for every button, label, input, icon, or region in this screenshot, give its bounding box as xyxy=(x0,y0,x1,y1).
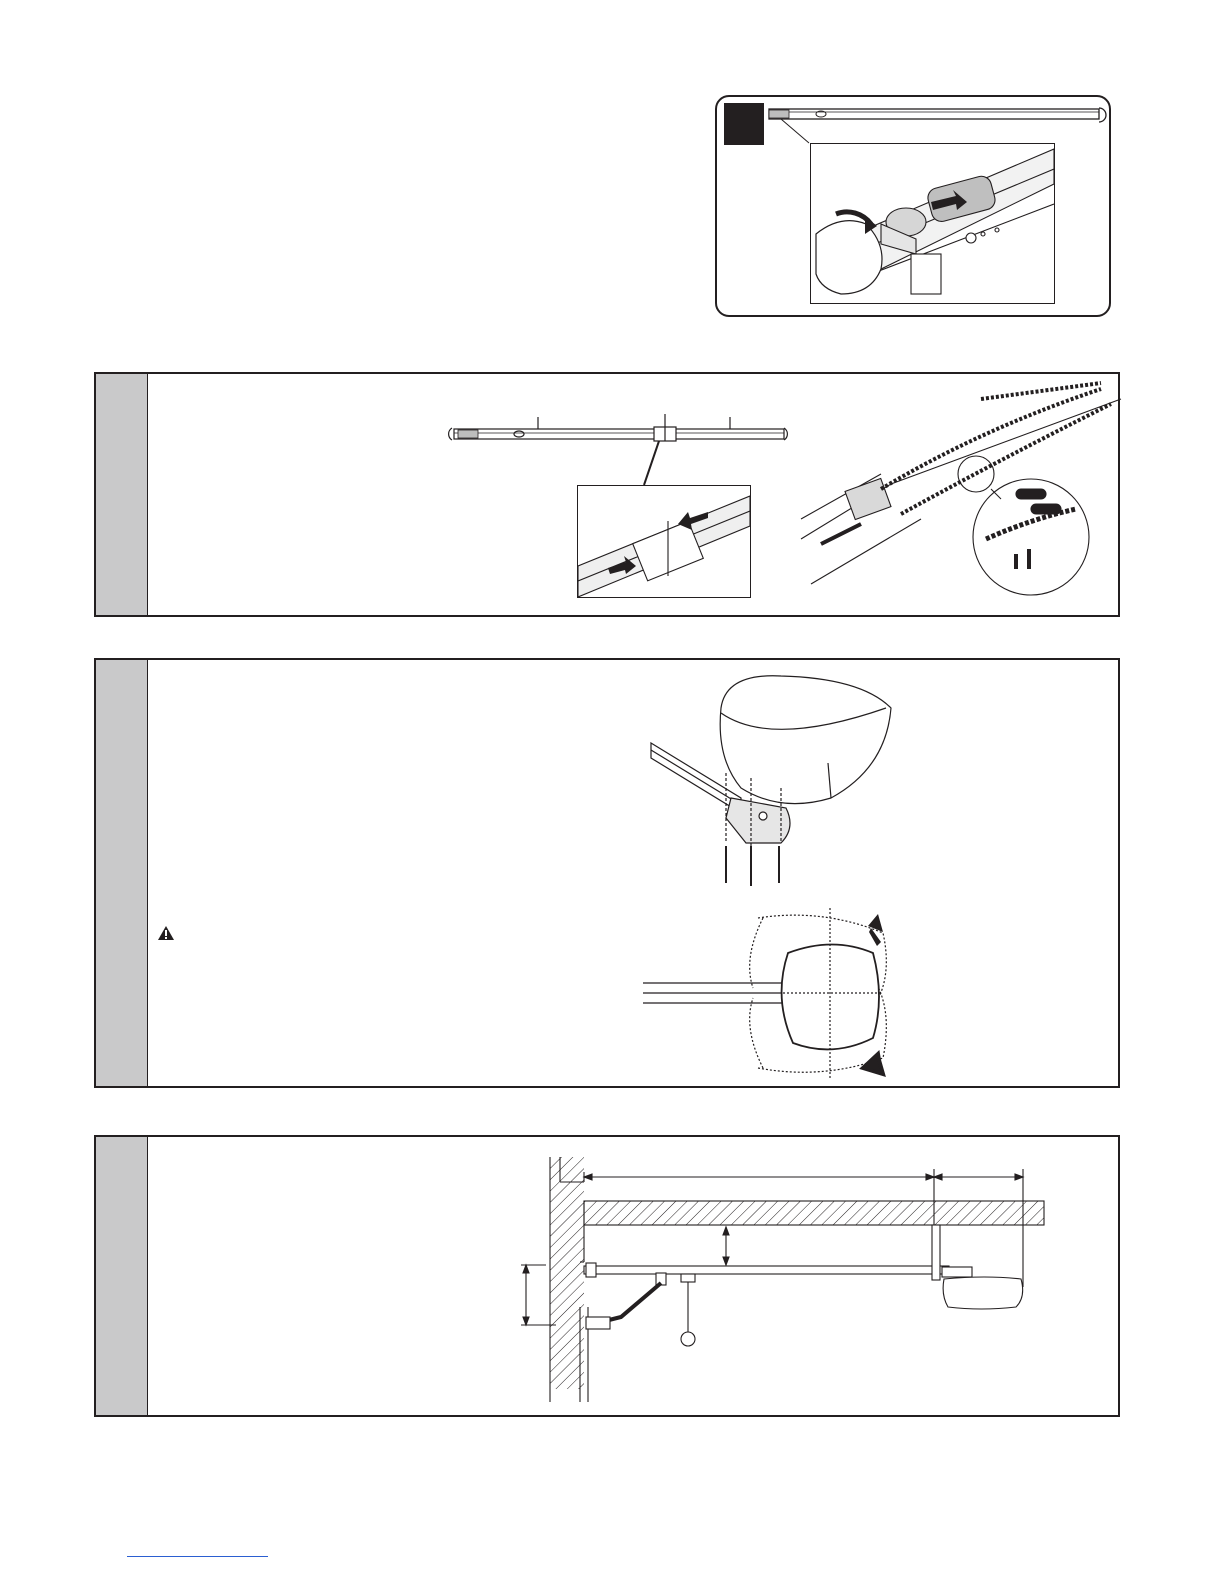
arrow-icon xyxy=(868,914,883,946)
motor-rotation-drawing xyxy=(643,908,923,1080)
panel-side-bar xyxy=(96,660,148,1086)
panel-motor-mount xyxy=(94,658,1120,1088)
chain-assembly-drawing xyxy=(801,389,1121,599)
detail-frame xyxy=(810,143,1055,304)
panel-side-bar xyxy=(96,374,148,615)
arrow-icon xyxy=(863,1054,883,1074)
top-inset-figure xyxy=(715,95,1111,317)
rail-joined-drawing xyxy=(444,409,794,459)
footer-link[interactable] xyxy=(127,1556,268,1557)
installation-side-view-drawing xyxy=(516,1157,1056,1407)
motor-attach-drawing xyxy=(651,668,901,883)
panel-side-bar xyxy=(96,1137,148,1415)
panel-installation xyxy=(94,1135,1120,1417)
rail-joint-detail xyxy=(577,485,751,598)
panel-rail-assembly xyxy=(94,372,1120,617)
tensioner-detail-drawing xyxy=(811,144,1054,303)
warning-icon xyxy=(157,925,175,941)
